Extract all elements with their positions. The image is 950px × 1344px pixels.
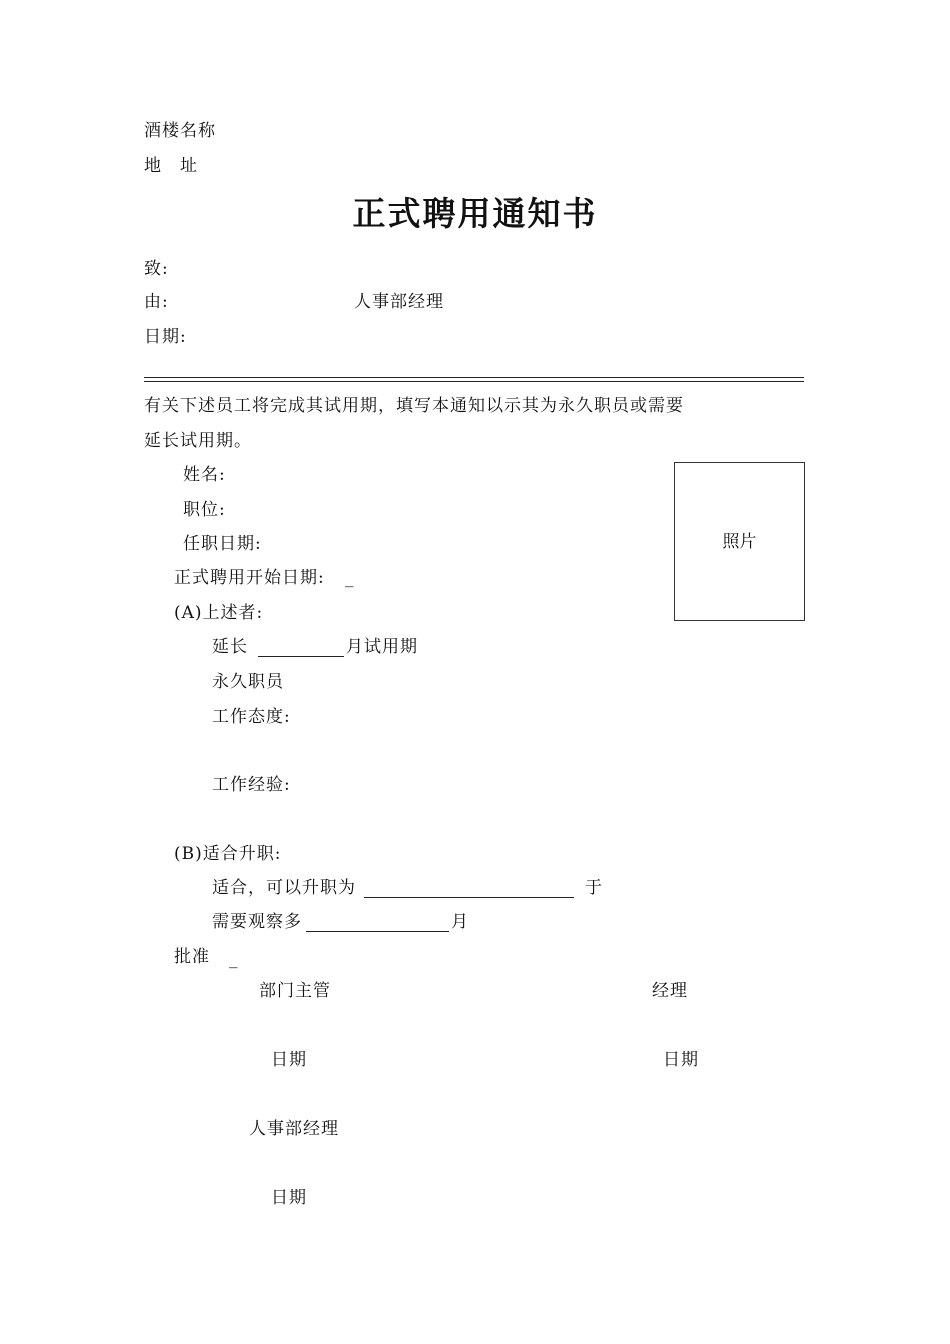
section-b-heading: (B)适合升职: bbox=[174, 844, 282, 864]
employee-name-label: 姓名: bbox=[183, 465, 226, 485]
promote-prefix: 适合，可以升职为 bbox=[212, 878, 356, 898]
photo-label: 照片 bbox=[722, 532, 757, 552]
hr-manager-label: 人事部经理 bbox=[249, 1119, 339, 1139]
dept-head-label: 部门主管 bbox=[259, 981, 331, 1001]
observe-months-blank bbox=[306, 931, 449, 932]
extend-prefix: 延长 bbox=[212, 637, 248, 657]
promote-position-blank bbox=[364, 897, 574, 898]
from-value: 人事部经理 bbox=[354, 292, 444, 312]
to-label: 致: bbox=[144, 259, 169, 279]
permanent-staff: 永久职员 bbox=[212, 672, 284, 692]
work-experience-label: 工作经验: bbox=[212, 775, 291, 795]
from-label: 由: bbox=[144, 292, 169, 312]
photo-box bbox=[674, 462, 805, 621]
intro-line-1: 有关下述员工将完成其试用期，填写本通知以示其为永久职员或需要 bbox=[144, 396, 684, 416]
restaurant-name-label: 酒楼名称 bbox=[144, 121, 216, 141]
date-label: 日期: bbox=[144, 327, 187, 347]
approval-label: 批准 bbox=[174, 947, 210, 967]
formal-start-date-label: 正式聘用开始日期: bbox=[174, 568, 325, 588]
section-a-heading: (A)上述者: bbox=[174, 603, 264, 623]
document-title: 正式聘用通知书 bbox=[352, 194, 598, 233]
hr-manager-date-label: 日期 bbox=[271, 1188, 307, 1208]
divider-line-bottom bbox=[144, 381, 804, 382]
address-label: 地 址 bbox=[144, 156, 198, 176]
observe-prefix: 需要观察多 bbox=[212, 912, 302, 932]
manager-date-label: 日期 bbox=[663, 1050, 699, 1070]
work-attitude-label: 工作态度: bbox=[212, 707, 291, 727]
approval-blank: _ bbox=[229, 949, 239, 969]
promote-suffix: 于 bbox=[585, 878, 603, 898]
formal-start-date-blank: _ bbox=[345, 568, 355, 588]
intro-line-2: 延长试用期。 bbox=[144, 431, 252, 451]
dept-head-date-label: 日期 bbox=[271, 1050, 307, 1070]
divider-line-top bbox=[144, 377, 804, 378]
start-date-label: 任职日期: bbox=[183, 534, 262, 554]
employee-position-label: 职位: bbox=[183, 500, 226, 520]
extend-suffix: 月试用期 bbox=[346, 637, 418, 657]
manager-label: 经理 bbox=[652, 981, 688, 1001]
observe-suffix: 月 bbox=[451, 912, 469, 932]
extend-months-blank bbox=[258, 656, 344, 657]
